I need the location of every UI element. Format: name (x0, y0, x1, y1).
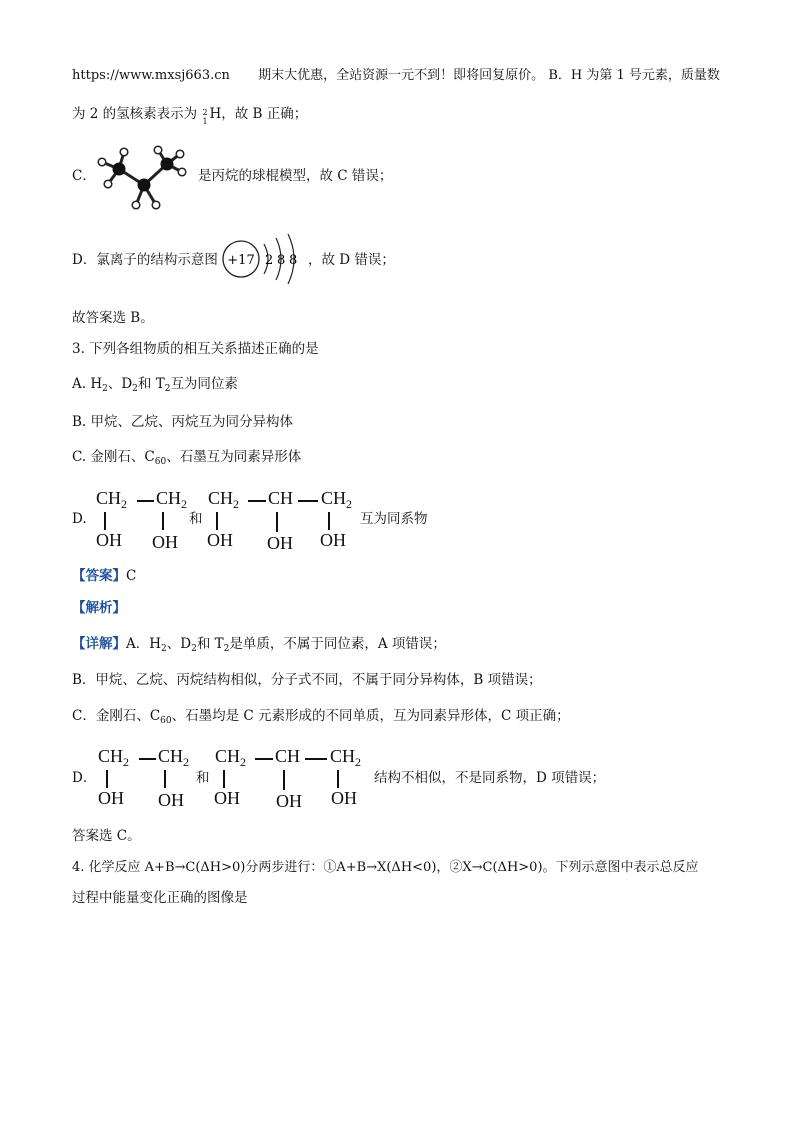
detail-b: B．甲烷、乙烷、丙烷结构相似，分子式不同，不属于同分异构体，B 项错误； (72, 672, 542, 688)
answer-line (72, 566, 136, 586)
shell-2-count: 8 (277, 253, 286, 268)
detail-d-label: D． (72, 770, 97, 786)
q2-d-label: D．氯离子的结构示意图 (72, 252, 218, 268)
header-line (72, 66, 720, 86)
q2-b-explanation: B．H 为第 1 号元素，质量数 (548, 68, 720, 83)
glycerol-oh-1: OH (207, 530, 233, 550)
detail-c: C．金刚石、$C_{60}$、石墨均是 C 元素形成的不同单质，互为同素异形体，C 项正确； (72, 708, 570, 726)
isotope-notation: 2 1 (202, 108, 208, 126)
source-url[interactable]: https://www.mxsj663.cn (72, 68, 230, 83)
glycerol-ch2-2: $CH_2$ (321, 488, 353, 511)
q2-c-text: 是丙烷的球棍模型，故 C 错误； (198, 168, 393, 184)
propane-ball-stick-model (92, 140, 202, 218)
glycol-oh-1: OH (96, 530, 122, 550)
q3-option-b: B. 甲烷、乙烷、丙烷互为同分异构体 (72, 414, 294, 430)
glycerol-ch: CH (268, 488, 294, 508)
q3-option-a: A. $H_2$、$D_2$和 $T_2$互为同位素 (72, 376, 238, 394)
promo-text: 期末大优惠，全站资源一元不到！即将回复原价。 (258, 68, 545, 83)
glycol-oh-2: OH (152, 532, 178, 552)
answer-label: 【答案】 (72, 568, 126, 584)
answer-value: C (126, 568, 137, 584)
glycerol-ch2-1: $CH_2$ (208, 488, 240, 511)
nucleus-charge: +17 (227, 253, 255, 268)
q3-option-c: C. 金刚石、$C_{60}$、石墨互为同素异形体 (72, 449, 302, 467)
detail-a: 【详解】A．$H_2$、$D_2$和 $T_2$是单质，不属于同位素，A 项错误； (72, 636, 446, 654)
q3-conclusion: 答案选 C。 (72, 828, 141, 844)
glycerol-oh-2: OH (267, 533, 293, 553)
glycerol-oh-3: OH (320, 530, 346, 550)
q3-stem: 3. 下列各组物质的相互关系描述正确的是 (72, 341, 319, 357)
shell-3-count: 8 (289, 253, 298, 268)
q3-d-post: 互为同系物 (360, 511, 428, 527)
q2-d-text: ，故 D 错误； (308, 252, 395, 268)
q4-stem-line2: 过程中能量变化正确的图像是 (72, 890, 248, 906)
q4-stem-line1: 4. 化学反应 A+B→C(ΔH>0)分两步进行：①A+B→X(ΔH<0)，②X→C(ΔH>0)。下列示意图中表示总反应 (72, 860, 699, 875)
glycol-ch2-1: $CH_2$ (96, 488, 128, 511)
q2-conclusion: 故答案选 B。 (72, 310, 154, 326)
chloride-ion-diagram (220, 232, 310, 288)
detail-d-structures: $CH_2$ $CH_2$ OH OH $CH_2$ CH $CH_2$ OH OH OH (98, 746, 362, 811)
glycol-ch2-2: $CH_2$ (156, 488, 188, 511)
shell-1-count: 2 (265, 253, 274, 268)
analysis-label: 【解析】 (72, 600, 126, 616)
q3-d-structures (96, 488, 366, 554)
detail-d-and: 和 (196, 770, 210, 786)
q2-b-continued: 为 2 的氢核素表示为 2 1 H，故 B 正确； (72, 106, 308, 126)
q2-c-label: C． (72, 168, 96, 184)
q3-option-d-label: D. (72, 511, 87, 527)
q3-d-and: 和 (189, 511, 203, 527)
glycol-bond (137, 500, 154, 502)
detail-d-post: 结构不相似，不是同系物，D 项错误； (374, 770, 606, 786)
